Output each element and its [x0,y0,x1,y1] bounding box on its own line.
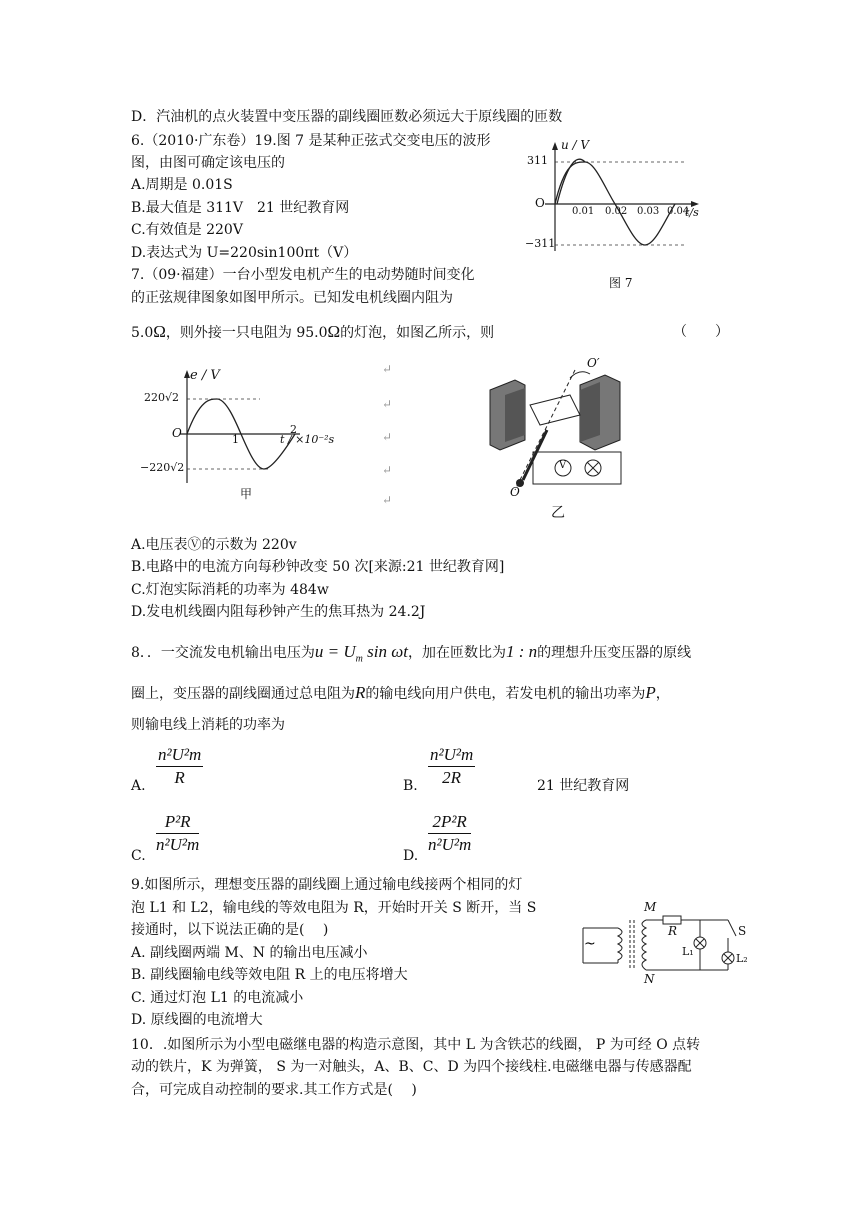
q7-option-a: A.电压表Ⓥ的示数为 220v [131,537,297,553]
q6-stem-1: 6.（2010·广东卷）19.图 7 是某种正弦式交变电压的波形 [131,133,491,149]
jia-y-max: 220√2 [144,391,180,404]
q7-option-c: C.灯泡实际消耗的功率为 484w [131,582,329,598]
q8-stem-1: 8．．一交流发电机输出电压为$u = U_m$ sin ωt，加在匝数比为1 : n的理想升压变压器的原线 [131,642,692,665]
q6-option-b: B.最大值是 311V 21 世纪教育网 [131,200,350,216]
q6-option-c: C.有效值是 220V [131,222,243,238]
jia-x-tick-1: 1 [232,433,239,446]
q6-stem-2: 图，由图可确定该电压的 [131,155,285,171]
q9-l1-label: L₁ [682,945,694,958]
q7-option-d: D.发电机线圈内阻每秒钟产生的焦耳热为 24.2J [131,604,426,620]
q8-watermark: 21 世纪教育网 [537,778,630,794]
svg-text:~: ~ [584,936,596,952]
return-mark: ↵ [382,430,393,444]
q9-option-b: B. 副线圈输电线等效电阻 R 上的电压将增大 [131,967,408,983]
jia-x-tick-2: 2 [290,423,297,436]
q8-option-c-fraction: $\frac{\text{P²R}}{\text{n²U²m}}$ [156,812,200,854]
fig7-y-label: u / V [561,138,590,152]
q9-stem-2: 泡 L1 和 L2，输电线的等效电阻为 R，开始时开关 S 断开，当 S [131,900,537,916]
figure-jia [140,365,340,505]
resistor-r [663,916,681,924]
q9-l2-label: L₂ [736,952,748,965]
q7-stem-3: 5.0Ω，则外接一只电阻为 95.0Ω的灯泡，如图乙所示，则 [131,322,495,341]
return-mark: ↵ [382,362,393,376]
q8-option-a-label: A. [131,778,146,794]
return-mark: ↵ [382,493,393,507]
q9-stem-3: 接通时，以下说法正确的是( ) [131,922,329,938]
q9-option-d: D. 原线圈的电流增大 [131,1012,263,1028]
yi-caption: 乙 [551,505,565,521]
q7-option-b: B.电路中的电流方向每秒钟改变 50 次[来源:21 世纪教育网] [131,559,505,575]
yi-o-top: O′ [587,356,600,370]
fig7-y-max: 311 [527,154,548,167]
turns-ratio: 1 : n [505,642,538,661]
jia-y-min: −220√2 [140,461,185,474]
switch-s [728,920,736,936]
q8-option-b-label: B. [403,778,418,794]
q9-stem-1: 9.如图所示，理想变压器的副线圈上通过输电线接两个相同的灯 [131,877,523,893]
jia-caption: 甲 [240,487,253,501]
q6-option-d: D.表达式为 U=220sin100πt（V） [131,245,358,261]
q9-n-label: N [644,972,655,986]
q10-stem-2: 动的铁片，K 为弹簧， S 为一对触头，A、B、C、D 为四个接线柱.电磁继电器与传感器配 [131,1059,692,1075]
power-symbol: P [645,683,656,702]
yi-o-bottom: O [510,485,520,499]
fig7-tick-4: 0.04 [667,206,690,217]
q7-stem-2: 的正弦规律图象如图甲所示。已知发电机线圈内阻为 [131,290,453,306]
fig7-y-min: −311 [525,237,556,250]
figure-yi [485,356,635,521]
q8-stem-3: 则输电线上消耗的功率为 [131,717,285,733]
return-mark: ↵ [382,463,393,477]
q9-r-label: R [668,924,678,938]
q6-option-a: A.周期是 0.01S [131,177,233,193]
fig7-tick-2: 0.02 [605,206,628,217]
q7-stem-1: 7.（09·福建）一台小型发电机产生的电动势随时间变化 [131,267,475,283]
figure-7 [525,138,705,318]
q8-option-d-fraction: $\frac{\text{2P²R}}{\text{n²U²m}}$ [428,812,472,854]
jia-x-label: t / ×10⁻²s [280,433,335,446]
jia-y-label: e / V [190,368,220,383]
resistance-symbol: R [355,683,366,702]
fig7-origin: O [535,196,545,210]
option-d-prev: D．汽油机的点火装置中变压器的副线圈匝数必须远大于原线圈的匝数 [131,109,563,125]
q8-option-c-label: C. [131,848,146,864]
voltage-expression: $u = U_m$ sin ωt [314,642,408,665]
q10-stem-3: 合，可完成自动控制的要求.其工作方式是( ) [131,1082,417,1098]
jia-origin: O [172,426,182,440]
omega-symbol: Ω [153,322,166,341]
fig7-x-label: t/s [685,206,699,219]
q8-stem-2: 圈上，变压器的副线圈通过总电阻为R的输电线向用户供电，若发电机的输出功率为P， [131,683,670,702]
q8-option-a-fraction: $\frac{\text{n²U²m}}{R}$ [158,745,202,787]
q8-option-d-label: D. [403,848,419,864]
q9-option-a: A. 副线圈两端 M、N 的输出电压减小 [131,945,368,961]
q8-option-b-fraction: $\frac{\text{n²U²m}}{2R}$ [430,745,474,787]
omega-symbol: Ω [327,322,341,341]
fig7-tick-3: 0.03 [637,206,660,217]
yi-meter-label: V [559,460,567,471]
figure-q9-circuit [578,898,763,988]
q10-stem-1: 10．.如图所示为小型电磁继电器的构造示意图，其中 L 为含铁芯的线圈， P 为可经 O 点转 [131,1037,701,1053]
q9-option-c: C. 通过灯泡 L1 的电流减小 [131,990,304,1006]
q9-s-label: S [738,924,747,938]
fig7-caption: 图 7 [609,276,633,290]
q9-m-label: M [644,900,657,914]
fig7-tick-1: 0.01 [572,206,595,217]
q7-answer-paren: （ ） [673,324,729,340]
return-mark: ↵ [382,397,393,411]
